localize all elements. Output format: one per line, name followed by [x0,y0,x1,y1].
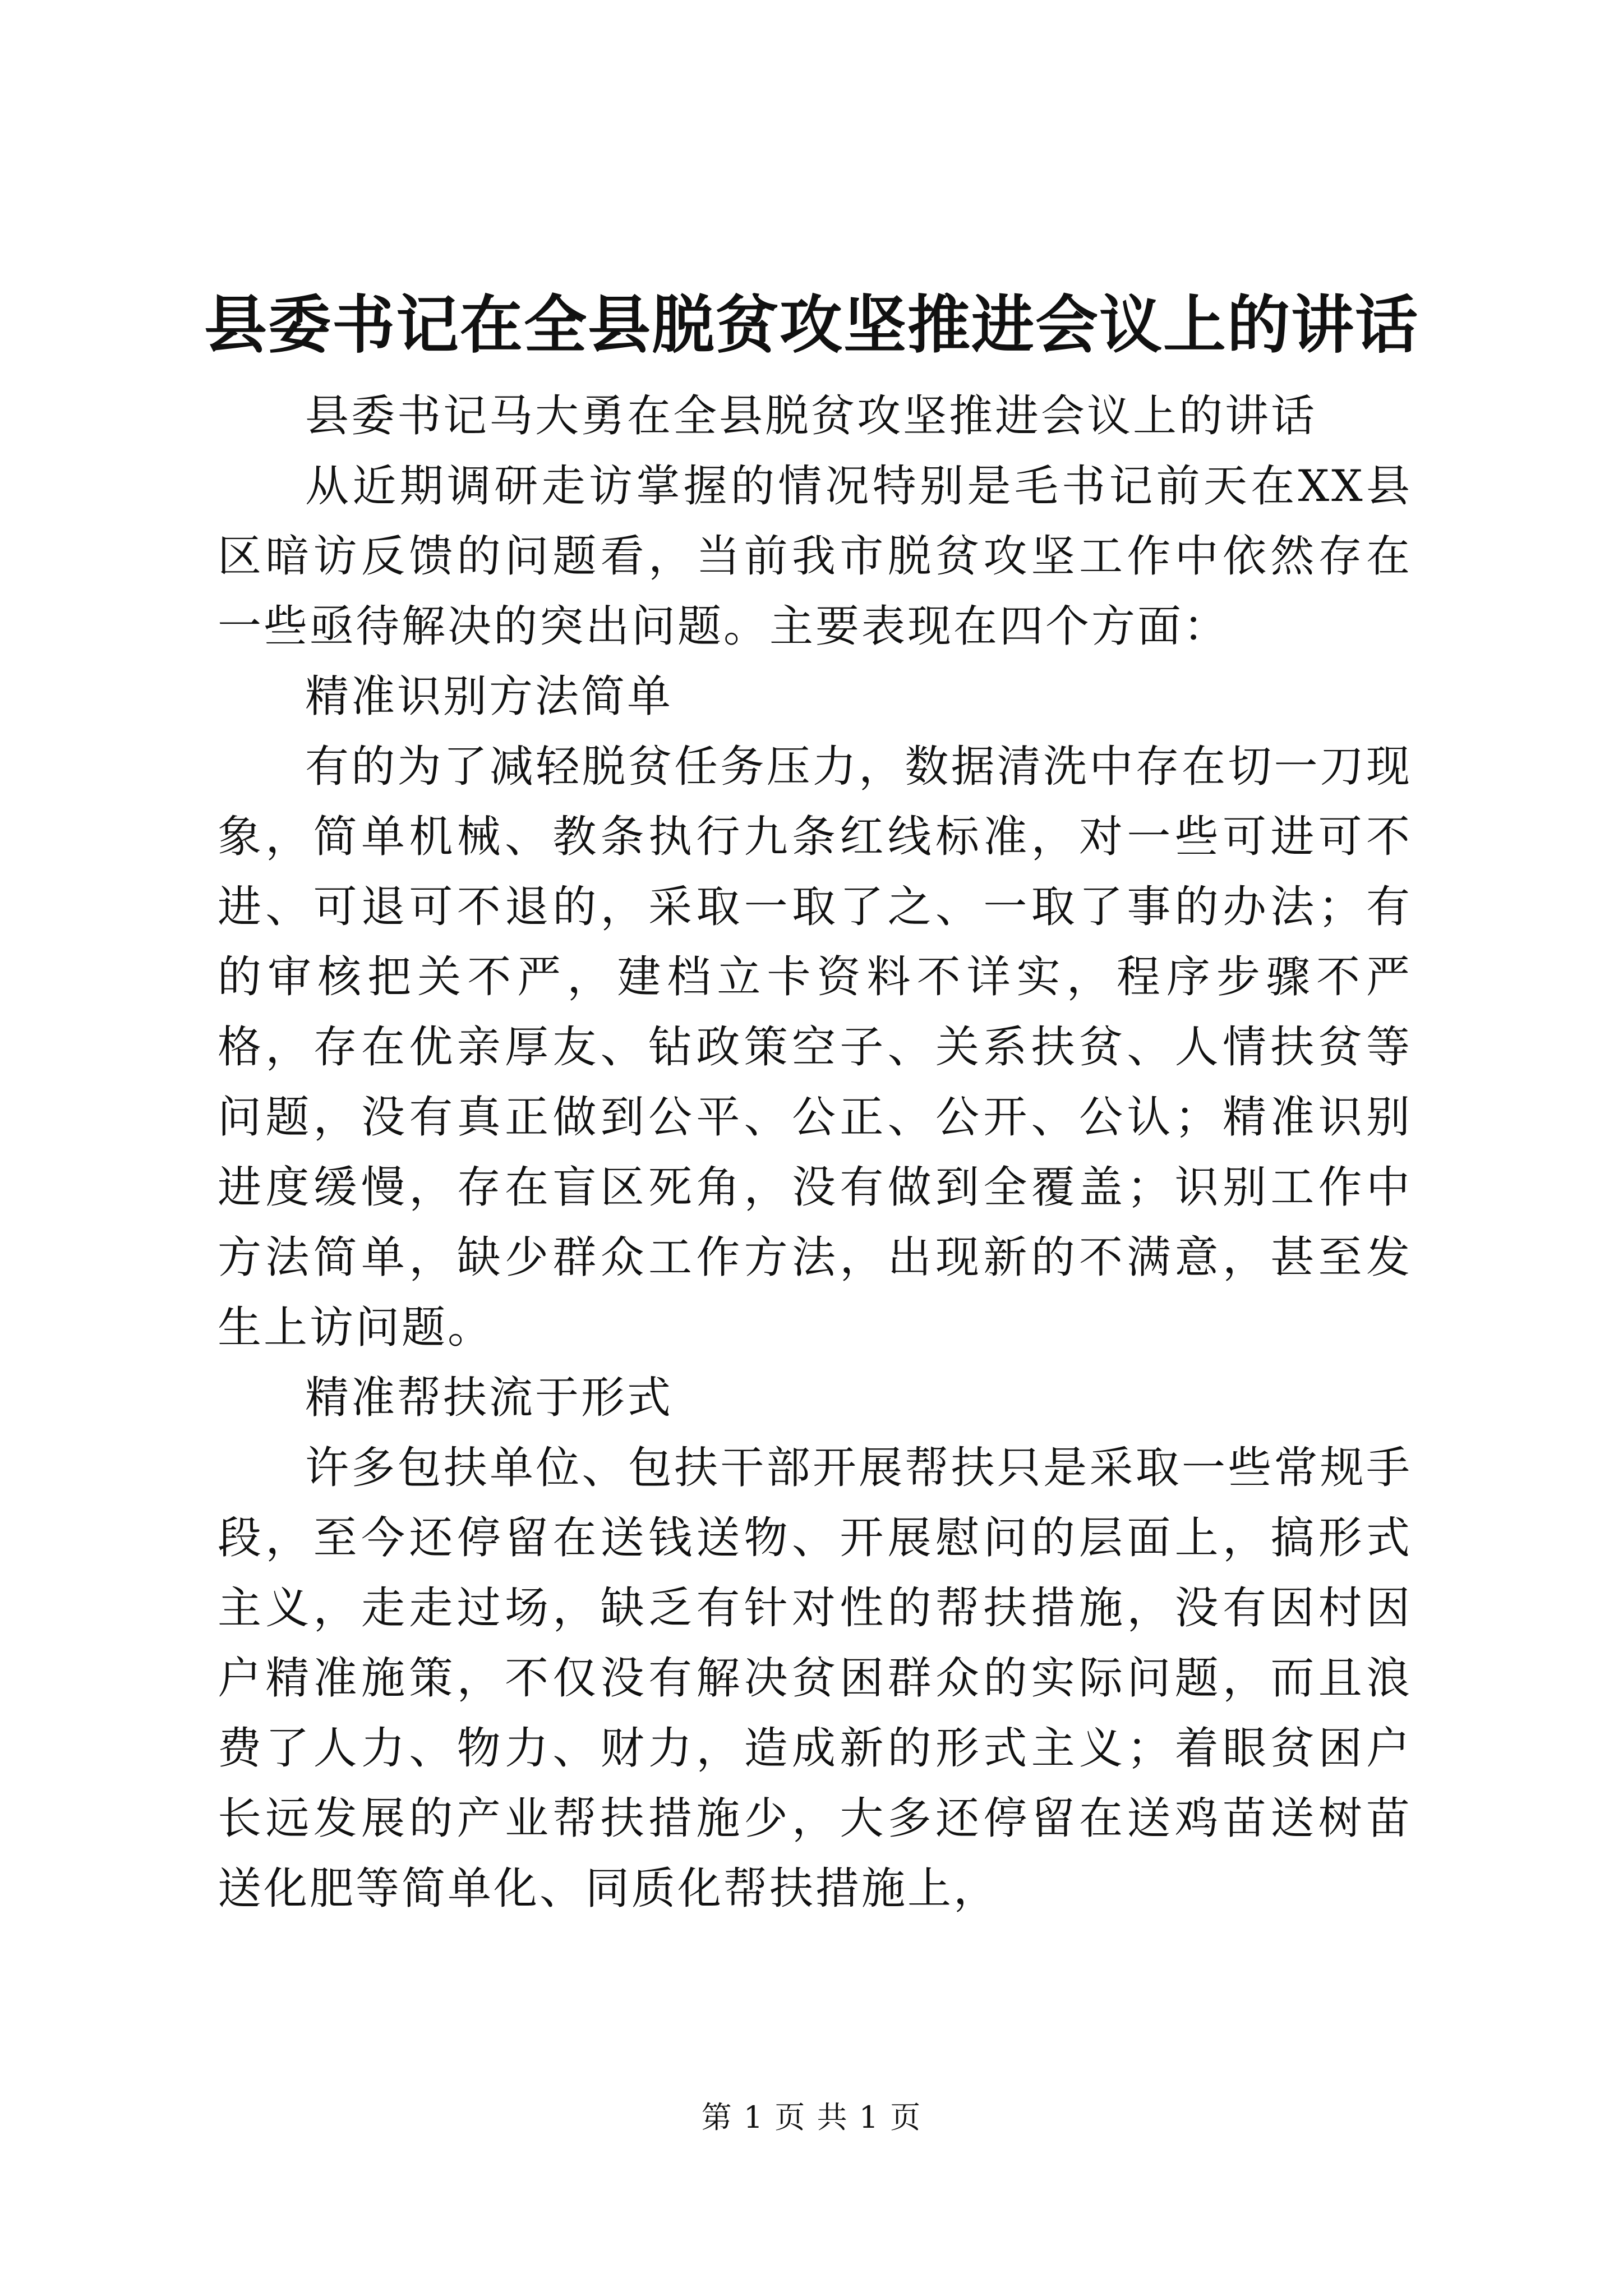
paragraph-intro: 从近期调研走访掌握的情况特别是毛书记前天在XX县区暗访反馈的问题看，当前我市脱贫攻坚工作中依然存在一些亟待解决的突出问题。主要表现在四个方面： [218,461,1412,652]
paragraph-assistance: 许多包扶单位、包扶干部开展帮扶只是采取一些常规手段，至今还停留在送钱送物、开展慰问的层面上，搞形式主义，走走过场，缺乏有针对性的帮扶措施，没有因村因户精准施策，不仅没有解决贫困群众的实际问题，而且浪费了人力、物力、财力，造成新的形式主义；着眼贫困户长远发展的产业帮扶措施少，大多还停留在送鸡苗送树苗送化肥等简单化、同质化帮扶措施上， [218,1443,1412,1914]
paragraph-identification: 有的为了减轻脱贫任务压力，数据清洗中存在切一刀现象，简单机械、教条执行九条红线标准，对一些可进可不进、可退可不退的，采取一取了之、一取了事的办法；有的审核把关不严，建档立卡资料不详实，程序步骤不严格，存在优亲厚友、钻政策空子、关系扶贫、人情扶贫等问题，没有真正做到公平、公正、公开、公认；精准识别进度缓慢，存在盲区死角，没有做到全覆盖；识别工作中方法简单，缺少群众工作方法，出现新的不满意，甚至发生上访问题。 [218,742,1412,1353]
document-body [218,381,1412,1924]
page-number-footer: 第 1 页 共 1 页 [701,2100,922,2135]
section-heading-assistance: 精准帮扶流于形式 [305,1373,674,1423]
section-heading-identification: 精准识别方法简单 [305,671,674,722]
document-title: 县委书记在全县脱贫攻坚推进会议上的讲话 [204,288,1419,362]
paragraph-subtitle: 县委书记马大勇在全县脱贫攻坚推进会议上的讲话 [305,391,1317,441]
